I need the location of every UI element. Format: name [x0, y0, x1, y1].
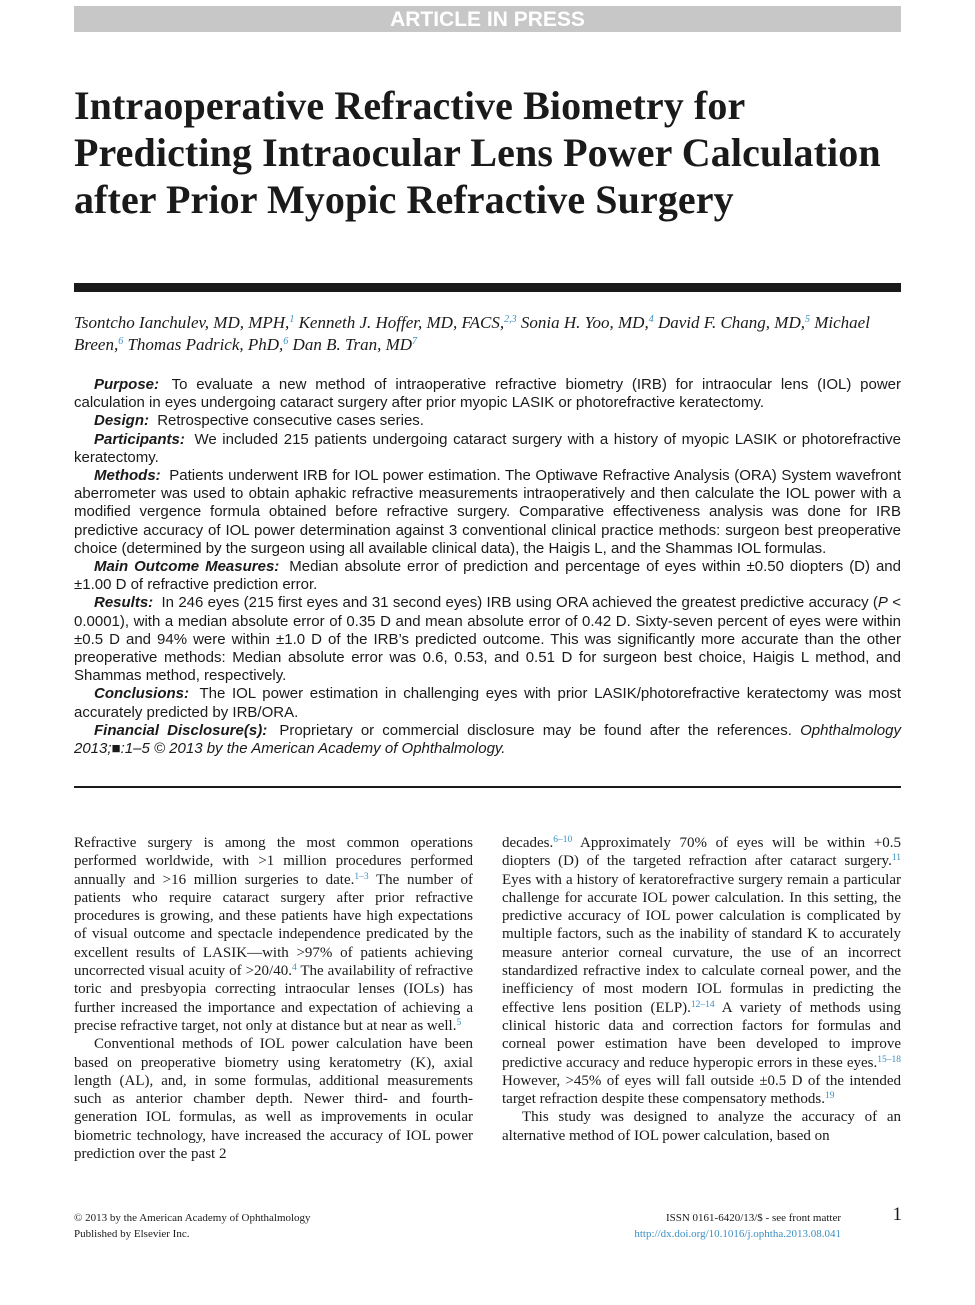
issn-line: ISSN 0161-6420/13/$ - see front matter: [665, 1212, 841, 1224]
section-text: < 0.0001), with a median absolute error of 0.35 D and mean absolute error of 0.42 D. Sixty-seven percent of eyes were within ±0.5 D and 94% were within ±1.0 D of the IRB’s predicted outcome. This was significantly more accurate than the other preoperative methods: Median absolute error was 0.6, 0.53, and 0.51 D for surgeon best choice, Haigis L method, and Shammas method, respectively.: [74, 594, 901, 685]
author-list: [74, 312, 904, 356]
section-label: Main Outcome Measures:: [94, 558, 280, 576]
affiliation-ref[interactable]: 4: [648, 314, 654, 325]
copyright-line: © 2013 by the American Academy of Ophthalmology: [74, 1212, 311, 1224]
section-label: Results:: [94, 594, 154, 612]
section-text: The IOL power estimation in challenging eyes with prior LASIK/photorefractive keratectomy was most accurately predicted by IRB/ORA.: [74, 685, 902, 721]
abstract-conclusions: [74, 685, 901, 721]
affiliation-ref[interactable]: 5: [804, 314, 810, 325]
body-column-right: [502, 834, 901, 1145]
body-paragraph: [74, 834, 473, 1035]
section-label: Participants:: [94, 430, 185, 448]
body-column-left: [74, 834, 473, 1163]
section-text: To evaluate a new method of intraoperative refractive biometry (IRB) for intraocular lens (IOL) power calculation in eyes undergoing cataract surgery after prior myopic LASIK or photorefractive keratectomy.: [74, 376, 901, 412]
page-number: 1: [892, 1204, 902, 1225]
author-name: Michael Breen,: [74, 313, 870, 354]
author-name: Sonia H. Yoo, MD,: [520, 313, 649, 332]
reference-link[interactable]: 4: [291, 963, 297, 974]
article-in-press-banner: ARTICLE IN PRESS: [74, 6, 901, 32]
section-text: In 246 eyes (215 first eyes and 31 second eyes) IRB using ORA achieved the greatest predictive accuracy (: [161, 594, 878, 612]
section-text: We included 215 patients undergoing cataract surgery with a history of myopic LASIK or photorefractive keratectomy.: [74, 430, 901, 466]
body-text: The availability of refractive toric and presbyopia correcting intraocular lenses (IOLs) has further increased the importance and expectation of achieving a precise refractive target, not only at distance but at near as well.: [74, 963, 473, 1034]
body-paragraph: [502, 834, 901, 1108]
title-rule: [74, 283, 901, 292]
section-text: Retrospective consecutive cases series.: [157, 412, 424, 430]
footer-left: [74, 1210, 311, 1242]
section-label: Purpose:: [94, 376, 160, 393]
section-label: Design:: [94, 412, 150, 430]
body-paragraph: Conventional methods of IOL power calculation have been based on preoperative biometry using keratometry (K), axial length (AL), and, in some formulas, additional measurements such as anterior chamber depth. Newer third- and fourth-generation IOL formulas, as well as improvements in ocular biometric technology, have increased the accuracy of IOL power prediction over the past 2: [74, 1036, 473, 1163]
body-text: However, >45% of eyes will fall outside ±0.5 D of the intended target refraction despite these compensatory methods.: [502, 1072, 901, 1108]
body-text: A variety of methods using clinical historic data and correction factors for formulas and corneal power estimation have been developed to improve predictive accuracy and reduce hyperopic errors in these eyes.: [502, 999, 901, 1071]
abstract-financial-disclosure: [74, 722, 901, 758]
author-name: Tsontcho Ianchulev, MD, MPH,: [74, 313, 290, 332]
affiliation-ref[interactable]: 7: [412, 336, 418, 347]
reference-link[interactable]: 1–3: [354, 871, 369, 882]
author-name: David F. Chang, MD,: [657, 313, 805, 332]
body-text: The number of patients who require cataract surgery after prior refractive procedures is growing, and these patients have high expectations of visual outcome and spectacle independence predicated by the excellent results of LASIK—with >97% of patients achieving uncorrected visual acuity of >20/40.: [74, 871, 473, 980]
affiliation-ref[interactable]: 6: [283, 336, 289, 347]
section-text: Proprietary or commercial disclosure may be found after the references.: [279, 721, 792, 739]
body-text: decades.: [502, 835, 554, 851]
abstract-results: [74, 594, 901, 685]
abstract: [74, 376, 901, 758]
reference-link[interactable]: 15–18: [877, 1054, 901, 1065]
author-name: Kenneth J. Hoffer, MD, FACS,: [298, 313, 505, 332]
author-name: Thomas Padrick, PhD,: [127, 335, 284, 354]
body-paragraph: This study was designed to analyze the accuracy of an alternative method of IOL power calculation, based on: [502, 1109, 901, 1144]
body-text: Approximately 70% of eyes will be within +0.5 diopters (D) of the targeted refraction after cataract surgery.: [502, 835, 901, 870]
reference-link[interactable]: 19: [824, 1091, 835, 1102]
p-value-variable: P: [877, 594, 888, 612]
section-label: Financial Disclosure(s):: [94, 721, 268, 739]
abstract-rule: [74, 786, 901, 788]
section-text: Patients underwent IRB for IOL power estimation. The Optiwave Refractive Analysis (ORA) System wavefront aberrometer was used to obtain aphakic refractive measurements intraoperatively and then calculate the IOL power with a modified vergence formula obtained before refractive surgery. Comparative effectiveness analysis was done for IRB predictive accuracy of IOL power determination against 3 conventional clinical practice methods: surgeon best preoperative choice (determined by the surgeon using all available clinical data), the Haigis L, and the Shammas IOL formulas.: [74, 467, 901, 557]
section-label: Methods:: [94, 467, 161, 485]
reference-link[interactable]: 6–10: [553, 835, 573, 845]
body-text: Refractive surgery is among the most common operations performed worldwide, with >1 million procedures performed annually and >16 million surgeries to date.: [74, 835, 473, 888]
abstract-participants: [74, 431, 901, 467]
body-text: Eyes with a history of keratorefractive surgery remain a particular challenge for accurate IOL power calculation. In this setting, the predictive accuracy of IOL power calculation is complicated by multiple factors, such as the inability of standard K to accurately measure anterior corneal curvature, the use of an incorrect standardized refractive index to calculate corneal power, and the inefficiency of most modern IOL formulas in predicting the effective lens position (ELP).: [502, 871, 901, 1016]
reference-link[interactable]: 12–14: [690, 999, 715, 1010]
section-text: Median absolute error of prediction and percentage of eyes within ±0.50 diopters (D) and ±1.00 D of refractive prediction error.: [74, 558, 901, 594]
abstract-methods: [74, 467, 901, 558]
reference-link[interactable]: 11: [891, 853, 901, 864]
abstract-design: [74, 412, 901, 430]
publisher-line: Published by Elsevier Inc.: [74, 1228, 190, 1240]
footer-right: [560, 1210, 841, 1242]
abstract-outcome-measures: [74, 558, 901, 594]
affiliation-ref[interactable]: 2,3: [504, 314, 517, 325]
affiliation-ref[interactable]: 6: [118, 336, 124, 347]
doi-link[interactable]: http://dx.doi.org/10.1016/j.ophtha.2013.08.041: [634, 1228, 841, 1240]
affiliation-ref[interactable]: 1: [289, 314, 295, 325]
section-label: Conclusions:: [94, 685, 190, 703]
abstract-purpose: [74, 376, 901, 412]
author-name: Dan B. Tran, MD: [292, 335, 413, 354]
article-title: Intraoperative Refractive Biometry for Predicting Intraocular Lens Power Calculation after Prior Myopic Refractive Surgery: [74, 83, 881, 222]
reference-link[interactable]: 5: [456, 1017, 462, 1028]
journal-citation: Ophthalmology 2013;■:1–5 © 2013 by the American Academy of Ophthalmology.: [74, 721, 901, 758]
